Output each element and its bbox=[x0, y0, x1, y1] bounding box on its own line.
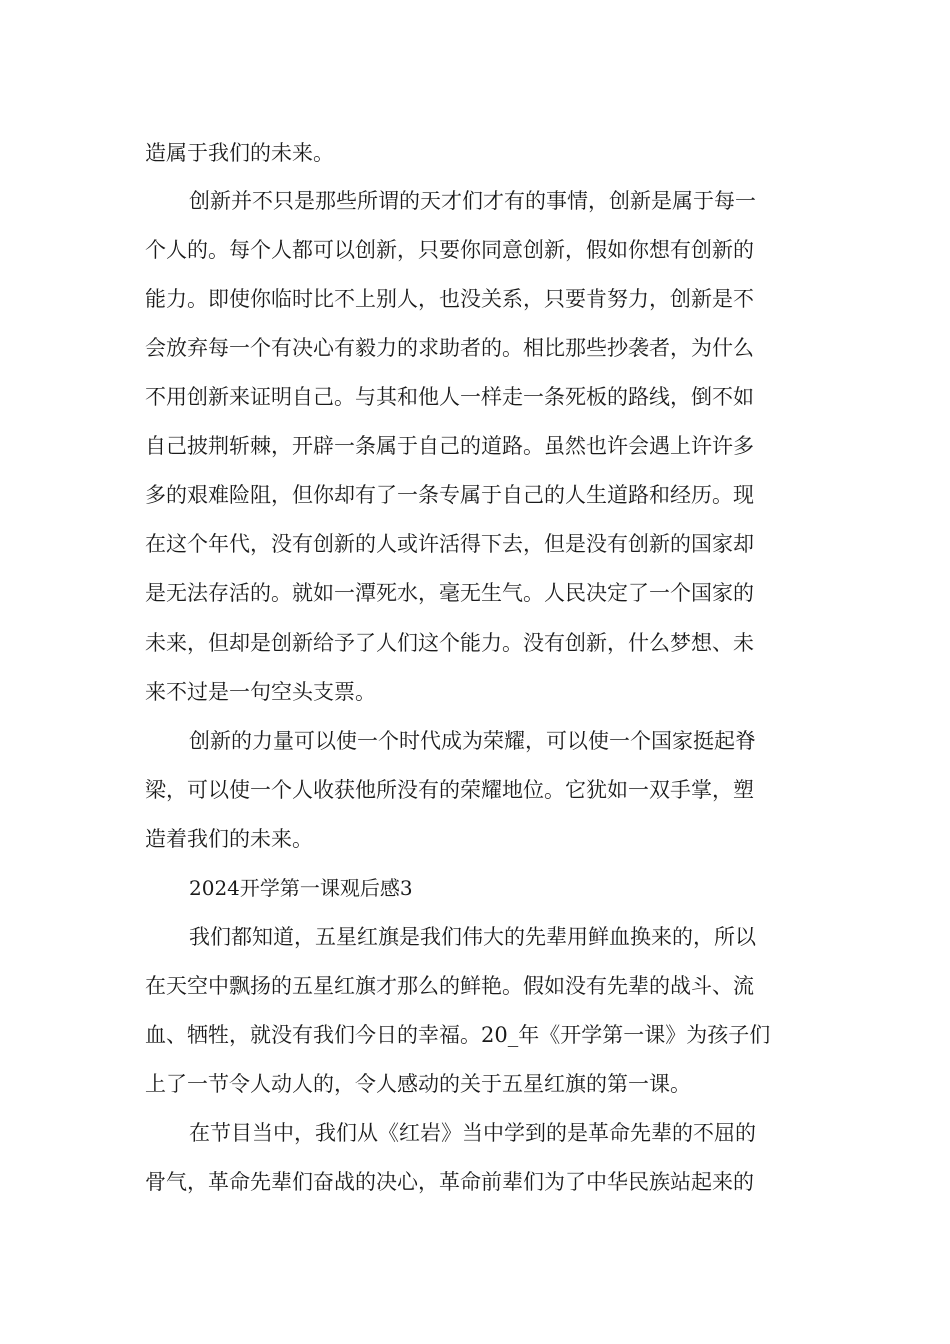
line-text: 个人的。每个人都可以创新，只要你同意创新，假如你想有创新的 bbox=[145, 238, 754, 262]
line-text: 造着我们的未来。 bbox=[145, 827, 313, 851]
text-line bbox=[0, 470, 950, 520]
line-text: 是无法存活的。就如一潭死水，毫无生气。人民决定了一个国家的 bbox=[145, 581, 754, 605]
line-text: 血、牺牲，就没有我们今日的幸福。20_年《开学第一课》为孩子们 bbox=[145, 1023, 771, 1047]
text-line bbox=[0, 961, 950, 1011]
line-text: 在这个年代，没有创新的人或许活得下去，但是没有创新的国家却 bbox=[145, 532, 754, 556]
line-text: 多的艰难险阻，但你却有了一条专属于自己的人生道路和经历。现 bbox=[145, 483, 754, 507]
text-line bbox=[0, 1157, 950, 1207]
paragraph-first-line bbox=[0, 716, 950, 766]
text-line bbox=[0, 274, 950, 324]
line-text: 骨气，革命先辈们奋战的决心，革命前辈们为了中华民族站起来的 bbox=[145, 1170, 754, 1194]
text-line bbox=[0, 765, 950, 815]
text-line bbox=[0, 323, 950, 373]
text-line bbox=[0, 421, 950, 471]
line-text: 未来，但却是创新给予了人们这个能力。没有创新，什么梦想、未 bbox=[145, 631, 754, 655]
text-line bbox=[0, 814, 950, 864]
line-text: 创新的力量可以使一个时代成为荣耀，可以使一个国家挺起脊 bbox=[189, 729, 756, 753]
line-text: 上了一节令人动人的，令人感动的关于五星红旗的第一课。 bbox=[145, 1072, 691, 1096]
heading-text: 2024开学第一课观后感3 bbox=[189, 876, 413, 900]
line-text: 能力。即使你临时比不上别人，也没关系，只要肯努力，创新是不 bbox=[145, 287, 754, 311]
line-text: 创新并不只是那些所谓的天才们才有的事情，创新是属于每一 bbox=[189, 189, 756, 213]
line-text: 在天空中飘扬的五星红旗才那么的鲜艳。假如没有先辈的战斗、流 bbox=[145, 974, 754, 998]
text-line bbox=[0, 519, 950, 569]
paragraph-first-line bbox=[0, 912, 950, 962]
text-line bbox=[0, 372, 950, 422]
line-text: 来不过是一句空头支票。 bbox=[145, 680, 376, 704]
text-line bbox=[0, 1010, 950, 1060]
line-text: 自己披荆斩棘，开辟一条属于自己的道路。虽然也许会遇上许许多 bbox=[145, 434, 754, 458]
text-line bbox=[0, 225, 950, 275]
section-heading bbox=[0, 863, 950, 913]
paragraph-first-line bbox=[0, 1108, 950, 1158]
text-line bbox=[0, 667, 950, 717]
line-text: 造属于我们的未来。 bbox=[145, 141, 334, 165]
line-text: 我们都知道，五星红旗是我们伟大的先辈用鲜血换来的，所以 bbox=[189, 925, 756, 949]
line-text: 会放弃每一个有决心有毅力的求助者的。相比那些抄袭者，为什么 bbox=[145, 336, 754, 360]
text-line bbox=[0, 1059, 950, 1109]
line-text: 梁，可以使一个人收获他所没有的荣耀地位。它犹如一双手掌，塑 bbox=[145, 778, 754, 802]
text-line bbox=[0, 568, 950, 618]
line-text: 不用创新来证明自己。与其和他人一样走一条死板的路线，倒不如 bbox=[145, 385, 754, 409]
text-line bbox=[0, 618, 950, 668]
line-text: 在节目当中，我们从《红岩》当中学到的是革命先辈的不屈的 bbox=[189, 1121, 756, 1145]
text-line bbox=[0, 128, 950, 178]
paragraph-first-line bbox=[0, 176, 950, 226]
